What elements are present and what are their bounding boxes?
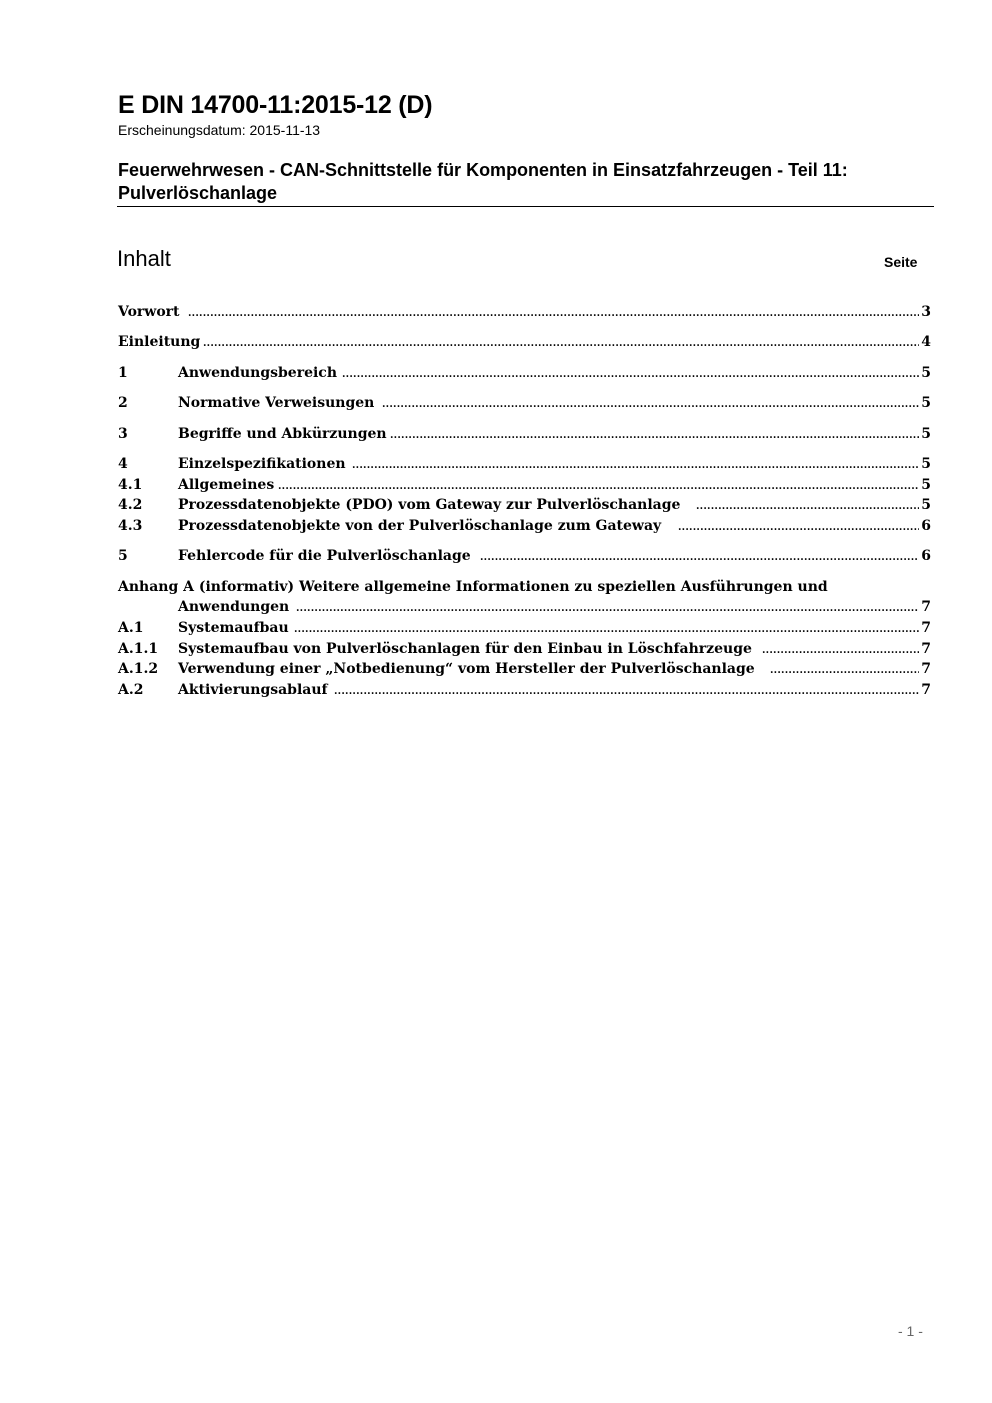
toc-entry-5[interactable] [118,546,931,566]
toc-entry-4-1[interactable] [118,475,931,495]
toc-leader [342,363,919,385]
toc-entry-page: 5 [921,365,931,381]
toc-entry-text: Prozessdatenobjekte von der Pulverlöschanlage zum Gateway [178,518,662,534]
toc-entry-page: 5 [921,456,931,472]
toc-entry-text: Systemaufbau [178,620,289,636]
toc-leader [382,393,919,415]
toc-leader [296,597,919,619]
publication-date: Erscheinungsdatum: 2015-11-13 [118,122,321,138]
toc-entry-number: 4.2 [118,497,143,513]
toc-entry-number: A.2 [118,682,144,698]
toc-entry-text: Vorwort [118,304,180,320]
toc-entry-einleitung[interactable] [118,332,931,352]
toc-entry-text: Einleitung [118,334,201,350]
toc-entry-page: 3 [921,304,931,320]
toc-entry-a-1[interactable] [118,618,931,638]
toc-entry-text: Prozessdatenobjekte (PDO) vom Gateway zur Pulverlöschanlage [178,497,681,513]
toc-leader [334,680,919,702]
toc-entry-page: 6 [921,518,931,534]
toc-entry-page: 7 [921,641,931,657]
toc-entry-page: 7 [921,599,931,615]
toc-entry-text: Normative Verweisungen [178,395,375,411]
toc-entry-a-2[interactable] [118,680,931,700]
toc-entry-page: 5 [921,395,931,411]
toc-entry-number: 2 [118,395,128,411]
toc-leader [352,454,919,476]
toc-heading: Inhalt [117,246,171,271]
toc-entry-page: 7 [921,661,931,677]
toc-leader [762,639,919,661]
toc-entry-number: 1 [118,365,128,381]
toc-entry-1[interactable] [118,363,931,383]
toc-entry-number: A.1.1 [118,641,159,657]
toc-annex-heading[interactable]: Anhang A (informativ) Weitere allgemeine Informationen zu speziellen Ausführungen und [118,579,828,595]
toc-entry-a-1-2[interactable] [118,659,931,679]
document-id: E DIN 14700-11:2015-12 (D) [118,91,433,119]
toc-entry-vorwort[interactable] [118,302,931,322]
toc-leader [696,495,919,517]
toc-entry-page: 7 [921,620,931,636]
toc-entry-page: 4 [921,334,931,350]
toc-entry-text: Allgemeines [178,477,275,493]
toc-leader [770,659,919,681]
toc-leader [480,546,919,568]
toc-entry-text: Systemaufbau von Pulverlöschanlagen für den Einbau in Löschfahrzeuge [178,641,752,657]
toc-page-label: Seite [884,254,918,270]
title-divider [117,206,934,207]
toc-entry-page: 5 [921,497,931,513]
toc-entry-4[interactable] [118,454,931,474]
toc-entry-text: Aktivierungsablauf [178,682,328,698]
toc-entry-page: 7 [921,682,931,698]
toc-leader [188,302,919,324]
toc-entry-number: 3 [118,426,128,442]
toc-entry-text: Begriffe und Abkürzungen [178,426,387,442]
toc-entry-3[interactable] [118,424,931,444]
toc-entry-text: Anwendungsbereich [178,365,337,381]
toc-leader [278,475,919,497]
toc-entry-2[interactable] [118,393,931,413]
toc-entry-number: 4.3 [118,518,143,534]
toc-leader [390,424,919,446]
toc-entry-text: Einzelspezifikationen [178,456,346,472]
toc-entry-page: 5 [921,477,931,493]
toc-entry-a-1-1[interactable] [118,639,931,659]
toc-entry-page: 6 [921,548,931,564]
toc-entry-number: 4.1 [118,477,143,493]
toc-entry-number: 4 [118,456,128,472]
toc-leader [678,516,919,538]
toc-entry-4-2[interactable] [118,495,931,515]
toc-entry-4-3[interactable] [118,516,931,536]
toc-entry-number: A.1.2 [118,661,159,677]
toc-entry-number: A.1 [118,620,144,636]
document-title: Feuerwehrwesen - CAN-Schnittstelle für Komponenten in Einsatzfahrzeugen - Teil 11: Pulverlöschanlage [118,160,848,203]
toc-entry-text: Verwendung einer „Notbedienung“ vom Hersteller der Pulverlöschanlage [178,661,755,677]
toc-entry-annex-a[interactable] [118,597,931,617]
toc-entry-number: 5 [118,548,128,564]
toc-entry-text: Anwendungen [178,599,290,615]
toc-leader [203,332,919,354]
toc-leader [294,618,919,640]
toc-entry-page: 5 [921,426,931,442]
toc-entry-text: Fehlercode für die Pulverlöschanlage [178,548,471,564]
page-number: - 1 - [898,1323,923,1339]
